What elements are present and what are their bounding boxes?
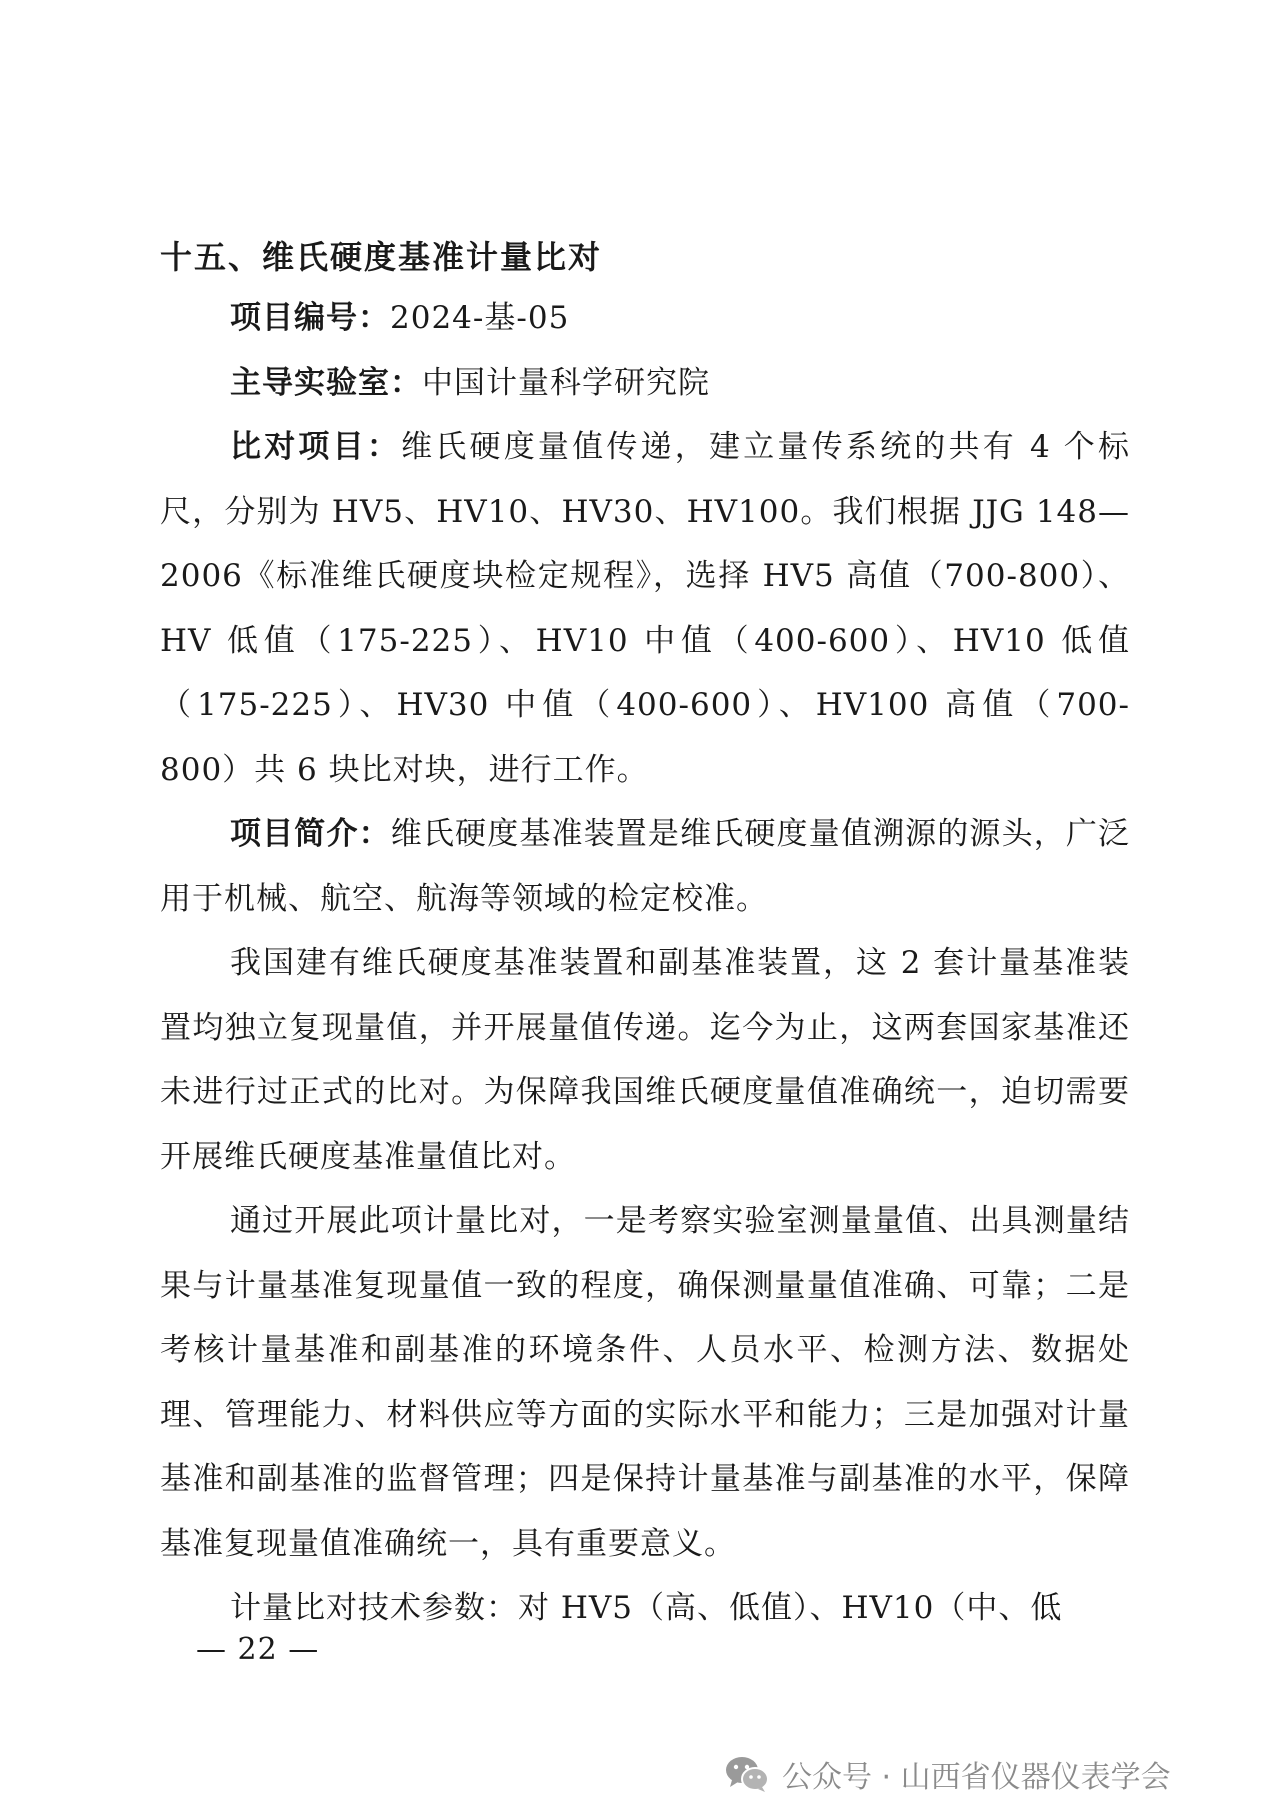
wechat-icon bbox=[724, 1754, 770, 1794]
document-body bbox=[160, 228, 1130, 1641]
lead-lab-line bbox=[160, 351, 1130, 416]
lead-lab-value: 中国计量科学研究院 bbox=[422, 364, 710, 401]
project-number-label: 项目编号： bbox=[230, 300, 390, 336]
introduction-label: 项目简介： bbox=[230, 816, 391, 852]
comparison-items-text: 维氏硬度量值传递，建立量传系统的共有 4 个标尺，分别为 HV5、HV10、HV30、HV100。我们根据 JJG 148—2006《标准维氏硬度块检定规程》，选择 HV5 高值（700-800）、HV 低值（175-225）、HV10 中值（400-600）、HV10 低值（175-225）、HV30 中值（400-600）、HV100 高值（700-800）共 6 块比对块，进行工作。 bbox=[160, 429, 1130, 788]
body-paragraph: 计量比对技术参数：对 HV5（高、低值）、HV10（中、低 bbox=[230, 1590, 1063, 1626]
body-paragraph: 我国建有维氏硬度基准装置和副基准装置，这 2 套计量基准装置均独立复现量值，并开展量值传递。迄今为止，这两套国家基准还未进行过正式的比对。为保障我国维氏硬度量值准确统一，迫切需要开展维氏硬度基准量值比对。 bbox=[160, 945, 1130, 1175]
watermark bbox=[724, 1750, 1171, 1798]
body-paragraph: 通过开展此项计量比对，一是考察实验室测量量值、出具测量结果与计量基准复现量值一致的程度，确保测量量值准确、可靠；二是考核计量基准和副基准的环境条件、人员水平、检测方法、数据处理、管理能力、材料供应等方面的实际水平和能力；三是加强对计量基准和副基准的监督管理；四是保持计量基准与副基准的水平，保障基准复现量值准确统一，具有重要意义。 bbox=[160, 1203, 1130, 1562]
comparison-items-paragraph bbox=[160, 415, 1130, 802]
project-number-value: 2024-基-05 bbox=[390, 300, 570, 336]
introduction-paragraph bbox=[160, 802, 1130, 931]
introduction-text: 维氏硬度基准装置是维氏硬度量值溯源的源头，广泛用于机械、航空、航海等领域的检定校准。 bbox=[160, 816, 1131, 917]
watermark-text: 公众号 · 山西省仪器仪表学会 bbox=[782, 1760, 1171, 1795]
comparison-items-label: 比对项目： bbox=[230, 429, 402, 465]
section-heading: 十五、维氏硬度基准计量比对 bbox=[160, 238, 603, 276]
project-number-line bbox=[160, 286, 1130, 351]
page-number: — 22 — bbox=[196, 1632, 320, 1667]
lead-lab-label: 主导实验室： bbox=[230, 364, 422, 401]
